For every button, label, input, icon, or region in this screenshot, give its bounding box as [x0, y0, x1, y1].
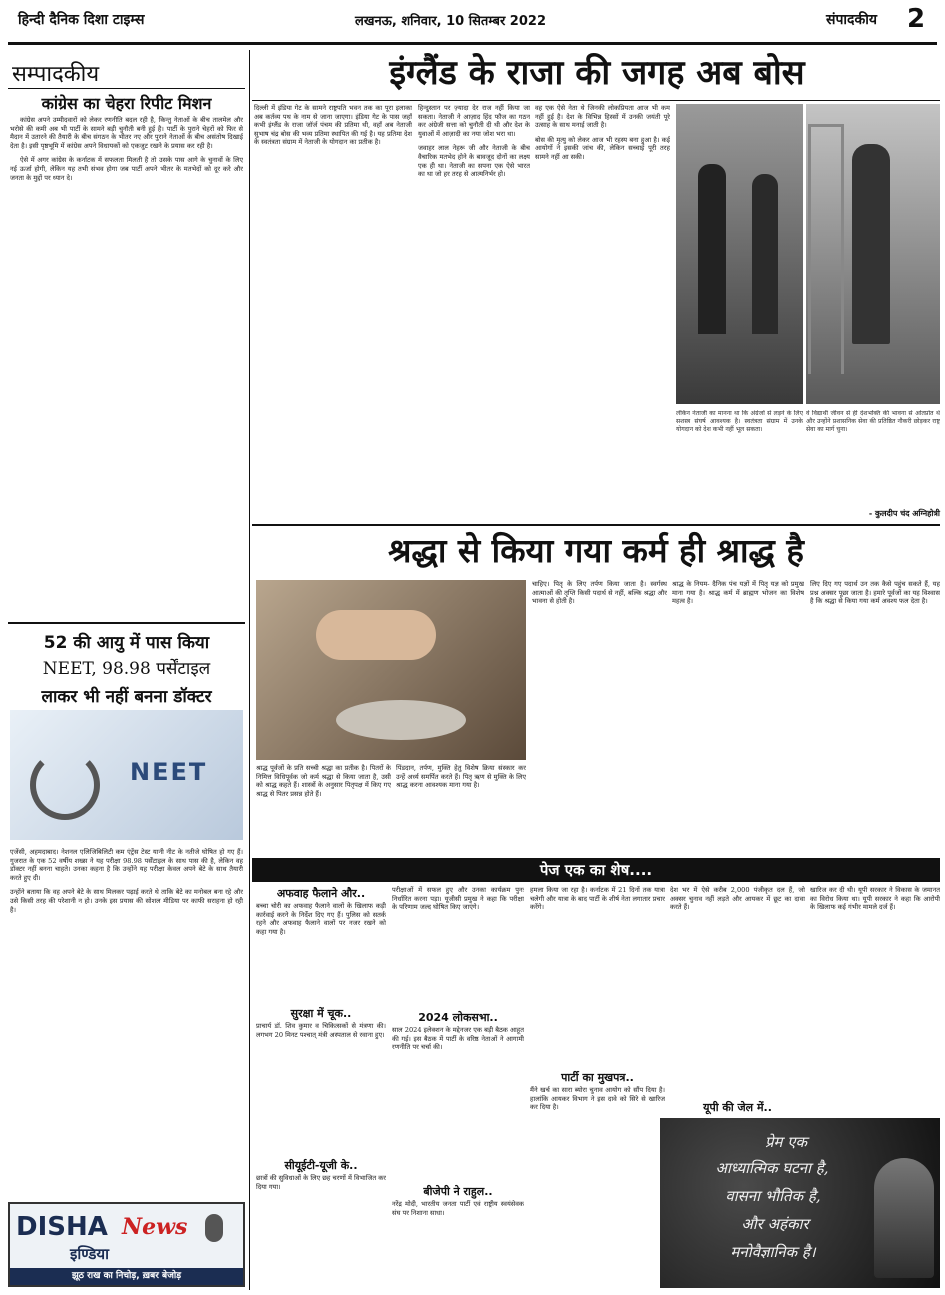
cuet-body: छात्रों की सुविधाओं के लिए छह चरणों में विभाजित कर दिया गया।	[256, 1174, 386, 1191]
editorial-paragraph: ऐसे में अगर कांग्रेस के कर्नाटक में सफलता मिलती है तो उसके पास आगे के चुनावों के लिए नई ऊर्जा होगी, लेकिन यह तभी संभव होगा जब पार्टी अपने भीतर के मतभेदों को दूर करे और जनता के मुद्दों पर ध्यान दे।	[10, 156, 243, 182]
person-silhouette	[752, 174, 778, 334]
bjp-heading: बीजेपी ने राहुल..	[423, 1185, 493, 1198]
shraddh-paragraph: पिंडदान, तर्पण, मुक्ति हेतु विशेष क्रिया संस्कार कर उन्हें अर्ध्य समर्पित करते हैं। पितृ ऋण से मुक्ति के लिए श्राद्ध करना आवश्यक माना गया है।	[396, 764, 526, 790]
quote-line: प्रेम एक	[764, 1133, 808, 1151]
loksabha-body: साल 2024 इलेक्शन के मद्देनजर एक बड़ी बैठक आहूत की गई। इस बैठक में पार्टी के वरिष्ठ नेताओं ने आगामी रणनीति पर चर्चा की।	[392, 1026, 524, 1052]
bose-paragraph: जवाहर लाल नेहरू जी और नेताजी के बीच वैचारिक मतभेद होने के बावजूद दोनों का लक्ष्य एक ही था। नेताजी का सपना एक ऐसे भारत का था जो हर तरह से आत्मनिर्भर हो।	[418, 144, 530, 179]
canopy-icon	[808, 124, 844, 374]
divider	[252, 100, 940, 101]
bjp-body: नरेंद्र मोदी, भारतीय जनता पार्टी एवं राष्ट्रीय स्वयंसेवक संघ पर निशाना साधा।	[392, 1200, 524, 1217]
quote-line: मनोवैज्ञानिक है।	[730, 1243, 816, 1261]
shraddh-paragraph: श्राद्ध पूर्वजों के प्रति सच्ची श्रद्धा का प्रतीक है। पितरों के निमित्त विधिपूर्वक जो कर्म श्रद्धा से किया जाता है, उसी को श्राद्ध कहते हैं। शास्त्रों के अनुसार पितृपक्ष में किए गए श्राद्ध से पितर प्रसन्न होते हैं।	[256, 764, 391, 798]
afwah-body: बच्चा चोरी का अफवाह फैलाने वालों के खिलाफ कड़ी कार्रवाई करने के निर्देश दिए गए हैं। पुलिस को सतर्क रहने और अफवाह फैलाने वालों पर नजर रखने को कहा गया है।	[256, 902, 386, 936]
quote-line: आध्यात्मिक घटना है,	[715, 1159, 829, 1177]
quote-line: और अहंकार	[741, 1215, 809, 1233]
quote-box	[660, 1118, 940, 1288]
bose-byline: - कुलदीप चंद अग्निहोत्री	[868, 509, 940, 518]
column-divider	[249, 50, 250, 1290]
section-name: संपादकीय	[826, 12, 877, 28]
cuet-heading: सीयूईटी-यूजी के..	[284, 1159, 358, 1172]
paper-name: हिन्दी दैनिक दिशा टाइम्स	[18, 12, 145, 28]
bose-paragraph: दिल्ली में इंडिया गेट के सामने राष्ट्रपति भवन तक का पूरा इलाका अब कर्तव्य पथ के नाम से जाना जाएगा। इंडिया गेट के पास जहाँ कभी इंग्लैंड के राजा जॉर्ज पंचम की प्रतिमा थी, वहाँ अब नेताजी सुभाष चंद्र बोस की भव्य प्रतिमा स्थापित की गई है। यह प्रतिमा देश के स्वतंत्रता संग्राम में नेताजी के योगदान का प्रतीक है।	[254, 104, 412, 147]
neet-title-line1: 52 की आयु में पास किया	[43, 633, 210, 653]
neet-title-line3: लाकर भी नहीं बनना डॉक्टर	[41, 687, 212, 707]
osho-portrait	[874, 1158, 934, 1278]
neet-label: NEET	[130, 758, 208, 786]
shesh-col3-body: हमला किया जा रहा है। कर्नाटक में 21 दिनों तक यात्रा चलेगी और यात्रा के बाद पार्टी के शीर्ष नेता लगातार प्रचार करेंगे।	[530, 886, 665, 912]
bose-closing-text: वे विद्यार्थी जीवन से ही देशभक्ति की भावना से ओतप्रोत थे और उन्होंने प्रशासनिक सेवा की प्रतिष्ठित नौकरी छोड़कर राष्ट्र सेवा का मार्ग चुना।	[806, 410, 940, 433]
shraddh-paragraph: श्राद्ध के नियम- दैनिक पंच यज्ञों में पितृ यज्ञ को प्रमुख माना गया है। श्राद्ध कर्म में ब्राह्मण भोजन का विशेष महत्व है।	[672, 580, 804, 606]
party-heading: पार्टी का मुखपत्र..	[561, 1071, 634, 1084]
bose-photo-caption: लेकिन नेताजी का मानना था कि अंग्रेजों से लड़ने के लिए सशस्त्र संघर्ष आवश्यक है। स्वतंत्रता संग्राम में उनके योगदान को देश कभी नहीं भूल सकता।	[676, 410, 803, 433]
masthead	[0, 0, 945, 46]
bose-col-3	[535, 104, 670, 522]
shesh-col5-body: खारिज कर दी थी। यूपी सरकार ने विकास के जमानत का विरोध किया था। यूपी सरकार ने कहा कि आरोपी के खिलाफ कई गंभीर मामले दर्ज हैं।	[810, 886, 940, 912]
logo-region: इण्डिया	[70, 1245, 109, 1263]
divider	[8, 88, 245, 89]
editorial-title: कांग्रेस का चेहरा रिपीट मिशन	[41, 94, 212, 113]
afwah-heading: अफवाह फैलाने और..	[276, 887, 366, 900]
neet-paragraph: उन्होंने बताया कि वह अपने बेटे के साथ मिलकर पढ़ाई करते थे ताकि बेटे का मनोबल बना रहे और उसे किसी तरह की परेशानी न हो। उनके इस प्रयास की सोशल मीडिया पर काफी सराहना हो रही है।	[10, 888, 243, 914]
logo-news-text: News	[122, 1214, 188, 1240]
suraksha-body: प्राचार्य डॉ. शिव कुमार व चिकित्सकों से मंत्रणा की। लगभग 20 मिनट पश्चात् मंत्री अस्पताल से रवाना हुए।	[256, 1022, 386, 1039]
shraddh-col-4	[672, 580, 804, 854]
person-silhouette	[698, 164, 726, 334]
shesh-col4-body: देश भर में ऐसे करीब 2,000 पंजीकृत दल हैं, जो अक्सर चुनाव नहीं लड़ते और आयकर में छूट का दावा करते हैं।	[670, 886, 805, 912]
quote-line: वासना भौतिक है,	[725, 1187, 821, 1205]
shesh-col2-body: परीक्षाओं में सफल हुए और उनका कार्यक्रम पुनः निर्धारित करना पड़ा। यूजीसी प्रमुख ने कहा कि परीक्षा के परिणाम जल्द घोषित किए जाएंगे।	[392, 886, 524, 912]
disha-news-logo	[8, 1202, 245, 1287]
bose-paragraph: बोस की मृत्यु को लेकर आज भी रहस्य बना हुआ है। कई आयोगों ने इसकी जांच की, लेकिन सच्चाई पूरी तरह सामने नहीं आ सकी।	[535, 135, 670, 161]
plate-icon	[336, 700, 466, 740]
section-heading: सम्पादकीय	[12, 62, 100, 87]
suraksha-heading: सुरक्षा में चूक..	[290, 1007, 352, 1020]
shraddh-photo	[256, 580, 526, 760]
masthead-rule	[8, 42, 937, 45]
neet-title-line2: NEET, 98.98 पर्सेंटाइल	[42, 659, 211, 679]
shraddh-col-5	[810, 580, 940, 854]
page-ek-title: पेज एक का शेष....	[539, 861, 653, 879]
neet-paragraph: एजेंसी, अहमदाबाद। नेशनल एलिजिबिलिटी कम एंट्रेंस टेस्ट यानी नीट के नतीजे घोषित हो गए हैं। गुजरात के एक 52 वर्षीय शख्स ने यह परीक्षा 98.98 पर्सेंटाइल के साथ पास की है, लेकिन वह डॉक्टर नहीं बनना चाहते। उनका कहना है कि उन्होंने यह परीक्षा केवल अपने बेटे के साथ तैयारी करते हुए दी।	[10, 848, 243, 882]
loksabha-heading: 2024 लोकसभा..	[418, 1011, 498, 1024]
stethoscope-icon	[30, 750, 100, 820]
shraddh-paragraph: चाहिए। पितृ के लिए तर्पण किया जाता है। स्वर्गस्थ आत्माओं की तृप्ति किसी पदार्थ से नहीं, बल्कि श्रद्धा और भावना से होती है।	[532, 580, 667, 606]
logo-tagline: झूठ राख का निचोड़, ख़बर बेजोड़	[10, 1268, 243, 1285]
shraddh-paragraph: लिए दिए गए पदार्थ उन तक कैसे पहुंच सकते हैं, यह प्रश्न अक्सर पूछा जाता है। हमारे पूर्वजों का यह विश्वास है कि श्रद्धा से किया गया कर्म अवश्य फल देता है।	[810, 580, 940, 606]
editorial-paragraph: कांग्रेस अपने उम्मीदवारों को लेकर रणनीति बदल रही है, किन्तु नेताओं के बीच तालमेल और भरोसे की कमी अब भी पार्टी के सामने बड़ी चुनौती बनी हुई है। पार्टी के पुराने चेहरों को फिर से मैदान में उतारने की तैयारी के बीच संगठन के भीतर नए और पुराने नेताओं के बीच असंतोष दिखाई देता है। इसी पृष्ठभूमि में कांग्रेस अपने विधायकों को एकजुट रखने के प्रयास कर रही है।	[10, 116, 243, 150]
shraddh-col-2	[396, 764, 526, 854]
bose-paragraph: वह एक ऐसे नेता थे जिनकी लोकप्रियता आज भी कम नहीं हुई है। देश के विभिन्न हिस्सों में उनकी जयंती पूरे उत्साह के साथ मनाई जाती है।	[535, 104, 670, 130]
shraddh-title: श्रद्धा से किया गया कर्म ही श्राद्ध है	[388, 531, 804, 570]
microphone-icon	[205, 1214, 223, 1242]
bose-col-2	[418, 104, 530, 522]
editorial-body	[10, 116, 243, 606]
bose-photo-2	[806, 104, 940, 404]
page-ek-banner	[252, 858, 940, 882]
bose-paragraph: हिन्दुस्तान पर ज़्यादा देर राज नहीं किया जा सकता। नेताजी ने आज़ाद हिंद फौज का गठन कर अंग्रेजी सत्ता को चुनौती दी थी और देश के युवाओं में आज़ादी का नया जोश भरा था।	[418, 104, 530, 138]
hand-icon	[316, 610, 436, 660]
divider	[8, 622, 245, 624]
bose-photo-1	[676, 104, 803, 404]
shraddh-col-3	[532, 580, 667, 854]
bose-col-1	[254, 104, 412, 522]
up-jail-heading: यूपी की जेल में..	[703, 1101, 772, 1114]
page-number: 2	[907, 4, 926, 34]
shraddh-col-1	[256, 764, 391, 854]
bose-title: इंग्लैंड के राजा की जगह अब बोस	[389, 53, 805, 93]
dateline: लखनऊ, शनिवार, 10 सितम्बर 2022	[355, 14, 546, 29]
neet-body	[10, 848, 243, 1058]
statue-icon	[852, 144, 890, 344]
divider	[252, 524, 940, 526]
logo-main-text: DISHA	[16, 1212, 108, 1242]
neet-photo	[10, 710, 243, 840]
party-body: मैंने खर्च का सारा ब्योरा चुनाव आयोग को सौंप दिया है। हालांकि आयकर विभाग ने इस दावे को सिरे से खारिज कर दिया है।	[530, 1086, 665, 1112]
